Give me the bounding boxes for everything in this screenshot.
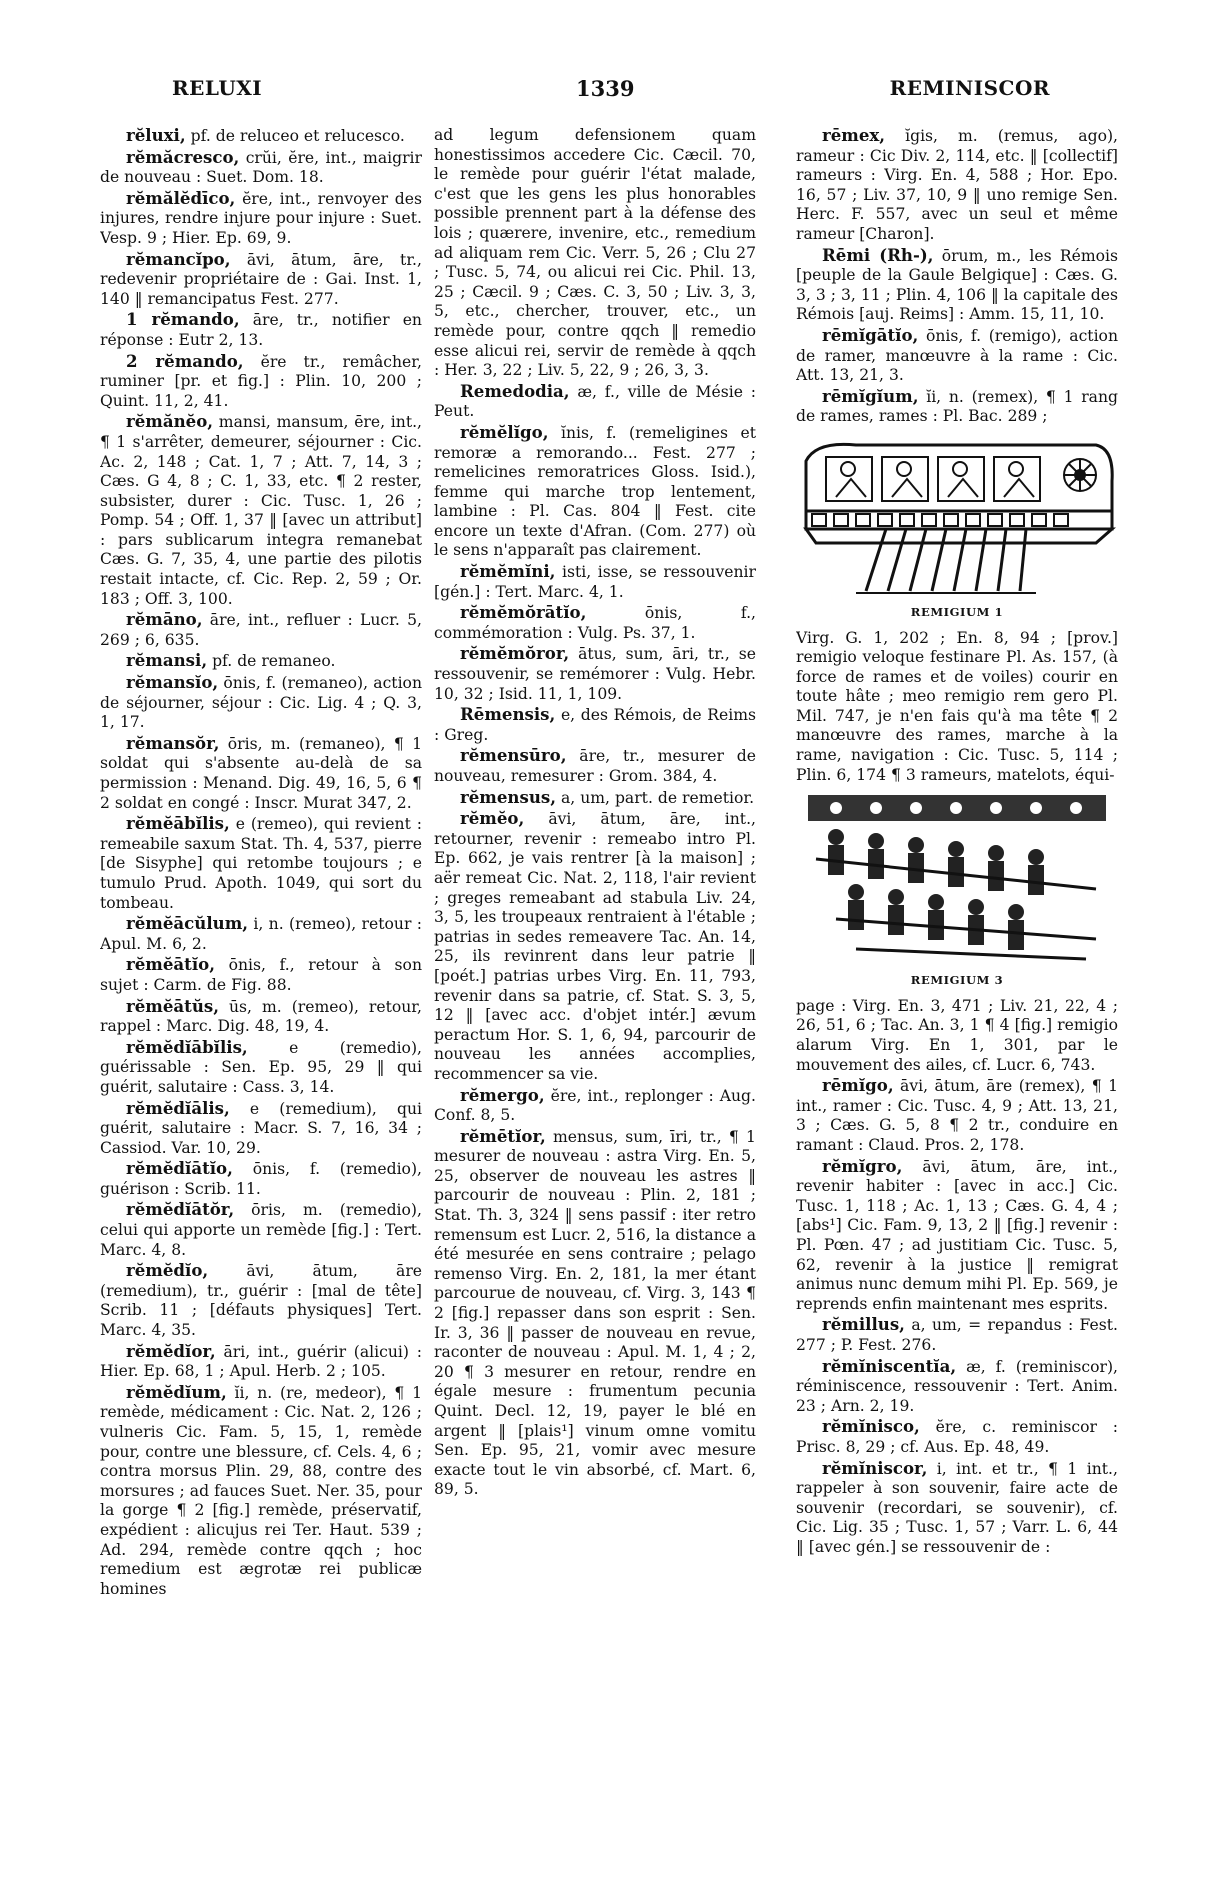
entry [796,1417,1118,1457]
entry-body: i, n. (remeo), retour : Apul. M. 6, 2. [100,915,422,953]
entry-body: ōnis, f. (remigo), action de ramer, manœuvre à la rame : Cic. Att. 13, 21, 3. [796,326,1118,385]
headword: rĕmansĭo, [126,672,219,693]
entry [434,423,756,561]
entry [434,562,756,602]
entry-body: ĭgis, m. (remus, ago), rameur : Cic Div. 2, 114, etc. ‖ [collectif] rameurs : Virg. En. 4, 588 ; Hor. Epo. 16, 57 ; Liv. 37, 10, 9 ‖ uno remige Sen. Herc. F. 557, avec un seul et même rameur [Charon]. [796,127,1118,243]
entry [100,955,422,995]
headword: rĕmĭniscor, [822,1457,928,1478]
headword: rĕmĕdĭor, [126,1340,216,1361]
entry-body: ātus, sum, āri, tr., se ressouvenir, se remémorer : Vulg. Hebr. 10, 32 ; Isid. 11, 1, 109. [434,645,756,703]
headword: rĕmĕmŏrātĭo, [460,602,587,623]
entry [100,1342,422,1382]
entry-body: āvi, ātum, āre, tr., redevenir propriétaire de : Gai. Inst. 1, 140 ‖ remancipatus Fest. 277. [100,250,422,308]
entry [796,1459,1118,1558]
figure-remigium-3 [796,789,1118,991]
headword: rēmĭgātĭo, [822,324,919,345]
entry [434,705,756,745]
headword: rĕmergo, [460,1084,545,1105]
headword: rēmex, [822,126,886,145]
entry-body: pf. de reluceo et relucesco. [190,127,405,145]
entry [100,1200,422,1260]
entry [100,126,422,147]
entry-body: mensus, sum, īri, tr., ¶ 1 mesurer de nouveau : astra Virg. En. 5, 25, observer de nouveau les astres ‖ parcourir de nouveau : Plin. 2, 181 ; Stat. Th. 3, 324 ‖ sens passif : iter retro remensum est Lucr. 2, 516, la distance a été mesurée en sens contraire ; pelago remenso Virg. En. 2, 181, la mer étant parcourue de nouveau, cf. Virg. 3, 143 ¶ 2 [fig.] repasser dans son esprit : Sen. Ir. 3, 36 ‖ passer de nouveau en revue, raconter de nouveau : Apul. M. 1, 4 ; 2, 20 ¶ 3 mesurer en retour, rendre en égale mesure : frumentum pecunia Quint. Decl. 12, 19, payer le blé en argent ‖ [plais¹] vinum omne vomitu Sen. Ep. 95, 21, vomir avec mesure exacte tout le vin absorbé, cf. Mart. 6, 89, 5. [434,1127,756,1499]
entry-body: ĭi, n. (remex), ¶ 1 rang de rames, rames : Pl. Bac. 289 ; [796,387,1118,426]
entry [100,250,422,310]
entry-body: āvi, ātum, āre, int., retourner, revenir : remeabo intro Pl. Ep. 662, je vais rentrer [à la maison] ; aër remeat Cic. Nat. 2, 118, l'air revient ; greges remeabant ad stabula Liv. 24, 3, 5, les troupeaux rentraient à l'étable ; patrias in sedes remeavere Tac. An. 14, 25, ils revinrent dans leur patrie ‖ [poét.] patrias urbes Virg. En. 11, 793, revenir dans sa patrie, cf. Stat. S. 3, 5, 12 ‖ [avec acc. d'objet intér.] ævum peractum Hor. S. 1, 6, 94, parcourir de nouveau les années accomplies, recommencer sa vie. [434,810,756,1083]
headword: rĕmĕācŭlum, [126,913,249,934]
entry [100,352,422,412]
headword: rĕmĭnisco, [822,1416,920,1437]
entry-body: Virg. G. 1, 202 ; En. 8, 94 ; [prov.] remigio veloque festinare Pl. As. 157, (à force de rames et de voiles) courir en toute hâte ; meo remigio rem gero Pl. Mil. 747, je n'en fais qu'à ma tête ¶ 2 manœuvre des rames, marche à la rame, navigation : Cic. Tusc. 5, 114 ; Plin. 6, 174 ¶ 3 rameurs, matelots, équi- [796,628,1118,784]
entry [100,148,422,188]
headword: rĕmansŏr, [126,732,220,753]
entry [796,246,1118,325]
entry [434,603,756,643]
column-3 [796,126,1118,1856]
entry-body: e, des Rémois, de Reims : Greg. [434,706,756,744]
entry [434,382,756,422]
headword: rĕmĕdĭābĭlis, [126,1036,248,1057]
headword: rĕmălĕdīco, [126,187,236,208]
running-header [170,76,1050,106]
entry [434,809,756,1084]
entry [796,387,1118,427]
headword: 2 rĕmando, [126,350,244,371]
figure-caption: REMIGIUM 3 [910,973,1004,988]
headword: rĕmancĭpo, [126,248,231,269]
entry-body: mansi, mansum, ēre, int., ¶ 1 s'arrêter, demeurer, séjourner : Cic. Ac. 2, 148 ; Cat. 1, 7 ; Att. 7, 14, 3 ; Cæs. G 4, 8 ; C. 1, 33, etc. ¶ 2 rester, subsister, durer : Cic. Tusc. 1, 26 ; Pomp. 54 ; Off. 1, 37 ‖ [avec un attribut] : pars sublicarum integra remanebat Cæs. G. 7, 35, 4, une partie des pilotis restait intacte, cf. Cic. Rep. 2, 59 ; Or. 183 ; Off. 3, 100. [100,413,422,608]
entry [100,310,422,350]
page-number: 1339 [576,76,635,101]
entry-body: ōnis, f. (remaneo), action de séjourner, séjour : Cic. Lig. 4 ; Q. 3, 1, 17. [100,674,422,732]
entry-body: āre, int., refluer : Lucr. 5, 269 ; 6, 635. [100,611,422,649]
entry [434,1127,756,1500]
headword: rĕmētĭor, [460,1125,546,1146]
entry-body: e (remedio), guérissable : Sen. Ep. 95, 29 ‖ qui guérit, salutaire : Cass. 3, 14. [100,1038,422,1096]
entry-body: ōnis, f., commémoration : Vulg. Ps. 37, 1. [434,604,756,642]
entry-body: ĕre, int., replonger : Aug. Conf. 8, 5. [434,1086,756,1125]
headword: rĕmansi, [126,650,208,671]
entry [100,734,422,813]
entry-body: æ, f. (reminiscor), réminiscence, ressouvenir : Tert. Anim. 23 ; Arn. 2, 19. [796,1357,1118,1415]
entry [796,126,1118,245]
entry-body: æ, f., ville de Mésie : Peut. [434,382,756,421]
entry-body: a, um, part. de remetior. [560,788,755,807]
entry-body: ĕre tr., remâcher, ruminer [pr. et fig.] : Plin. 10, 200 ; Quint. 11, 2, 41. [100,352,422,410]
entry-body: e (remedium), qui guérit, salutaire : Macr. S. 7, 16, 34 ; Cassiod. Var. 10, 29. [100,1099,422,1157]
entry-body: ĭi, n. (re, medeor), ¶ 1 remède, médicament : Cic. Nat. 2, 126 ; vulneris Cic. Fam. 5, 15, 1, remède pour, contre une blessure, cf. Cels. 4, 6 ; contra morsus Plin. 29, 88, contre des morsures ; ad fauces Suet. Ner. 35, pour la gorge ¶ 2 [fig.] remède, préservatif, expédient : alicujus rei Ter. Haut. 539 ; Ad. 294, remède contre qqch ; hoc remedium est ægrotæ rei publicæ homines [100,1383,422,1598]
entry-body: pf. de remaneo. [212,652,336,671]
headword: rĕmĕmŏror, [460,643,570,664]
headword: rĕmāno, [126,609,203,630]
galley-rowers-illustration [796,431,1118,601]
entry [100,610,422,650]
entry-body: ōris, m. (remaneo), ¶ 1 soldat qui s'absente au-delà de sa permission : Menand. Dig. 49, 16, 5, 6 ¶ 2 soldat en congé : Inscr. Murat 347, 2. [100,734,422,812]
headword: rĕmĕo, [460,808,525,829]
headword: Remedodia, [460,380,570,401]
headword: rĕmĕmĭni, [460,561,556,582]
headword: 1 rĕmando, [126,309,240,330]
headword: rĕmĕātŭs, [126,995,220,1016]
headword: rēmĭgĭum, [822,385,919,406]
entry [100,814,422,913]
entry [100,1383,422,1600]
rowers-relief-illustration [796,789,1118,969]
headword: rĕmillus, [822,1314,905,1335]
entry [100,1159,422,1199]
headword: rĕmĭniscentĭa, [822,1355,957,1376]
headword: Rēmensis, [460,704,556,725]
entry [796,1076,1118,1155]
entry-continuation [796,629,1118,786]
entry-body: e (remeo), qui revient : remeabile saxum Stat. Th. 4, 537, pierre [de Sisyphe] qui retombe toujours ; e tumulo Prud. Apoth. 1049, qui sort du tombeau. [100,815,422,912]
entry [796,1157,1118,1315]
entry [796,1315,1118,1355]
headword: rĕmĕdĭātŏr, [126,1199,235,1220]
entry [100,651,422,672]
entry-body: āre, tr., notifier en réponse : Eutr 2, 13. [100,311,422,349]
header-first-word: RELUXI [172,76,263,100]
headword: rĕmĕdĭālis, [126,1097,230,1118]
entry-body: āri, int., guérir (alicui) : Hier. Ep. 68, 1 ; Apul. Herb. 2 ; 105. [100,1342,422,1381]
headword: rĕluxi, [126,126,186,145]
headword: rĕmĕdĭo, [126,1260,209,1281]
entry-body: ĭnis, f. (remeligines et remoræ a remorando... Fest. 277 ; remelicines remoratrices Gloss. Isid.), femme qui marche trop lentement, lambine : Pl. Cas. 804 ‖ Fest. cite encore un texte d'Afran. (Com. 277) où le sens n'apparaît pas clairement. [434,423,756,560]
entry [100,412,422,609]
headword: rĕmĭgro, [822,1155,903,1176]
entry [100,1261,422,1340]
headword: rĕmĕdĭātĭo, [126,1158,233,1179]
figure-caption: REMIGIUM 1 [910,604,1004,619]
entry-body: ad legum defensionem quam honestissimos accedere Cic. Cæcil. 70, le remède pour guérir l'état malade, c'est que les gens les plus honorables possible prennent part à la défense des lois ; quærere, invenire, etc., remedium ad aliquam rem Cic. Verr. 5, 26 ; Clu 27 ; Tusc. 5, 74, ou alicui rei Cic. Phil. 13, 25 ; Cæcil. 9 ; Cæs. C. 3, 50 ; Liv. 3, 3, 5, etc., chercher, trouver, etc., un remède pour, contre qqch ‖ remedio esse alicui rei, servir de remède à qqch : Her. 3, 22 ; Liv. 5, 22, 9 ; 26, 3, 3. [434,126,756,380]
headword: rĕmĕlĭgo, [460,421,549,442]
entry-body: ōnis, f. (remedio), guérison : Scrib. 11. [100,1160,422,1198]
entry-continuation [434,126,756,381]
entry-body: ĕre, c. reminiscor : Prisc. 8, 29 ; cf. Aus. Ep. 48, 49. [796,1418,1118,1456]
headword: rĕmensus, [460,786,557,807]
figure-remigium-1 [796,431,1118,623]
headword: rĕmensūro, [460,745,567,766]
entry [434,788,756,809]
entry-body: ōnis, f., retour à son sujet : Carm. de Fig. 88. [100,956,422,994]
entry-body: a, um, = repandus : Fest. 277 ; P. Fest. 276. [796,1316,1118,1354]
headword: rēmĭgo, [822,1075,894,1096]
entry [434,746,756,786]
entry [100,997,422,1037]
entry [100,914,422,954]
entry [100,189,422,249]
entry [100,673,422,733]
headword: rĕmĕābĭlis, [126,813,230,834]
headword: rĕmăcresco, [126,146,240,167]
headword: Rēmi (Rh-), [822,244,934,265]
entry-body: ūs, m. (remeo), retour, rappel : Marc. Dig. 48, 19, 4. [100,997,422,1036]
entry-body: page : Virg. En. 3, 471 ; Liv. 21, 22, 4 ; 26, 51, 6 ; Tac. An. 3, 1 ¶ 4 [fig.] remigio alarum Virg. En 1, 301, par le mouvement des ailes, cf. Lucr. 6, 743. [796,996,1118,1074]
entry-body: ōris, m. (remedio), celui qui apporte un remède [fig.] : Tert. Marc. 4, 8. [100,1201,422,1259]
headword: rĕmĕātĭo, [126,954,215,975]
entry-body: āvi, ātum, āre (remex), ¶ 1 int., ramer : Cic. Tusc. 4, 9 ; Att. 13, 21, 3 ; Cæs. G. 5, 8 ¶ 2 tr., conduire en ramant : Claud. Pros. 2, 178. [796,1077,1118,1154]
entry-body: āvi, ātum, āre (remedium), tr., guérir : [mal de tête] Scrib. 11 ; [défauts physiques] Tert. Marc. 4, 35. [100,1262,422,1340]
column-1 [100,126,422,1856]
entry-body: āvi, ātum, āre, int., revenir habiter : [avec in acc.] Cic. Tusc. 1, 118 ; Ac. 1, 13 ; Cæs. G. 4, 4 ; [abs¹] Cic. Fam. 9, 13, 2 ‖ [fig.] revenir : Pl. Pœn. 47 ; ad justitiam Cic. Tusc. 5, 62, revenir à la justice ‖ remigrat animus nunc demum mihi Pl. Ep. 569, je reprends enfin maintenant mes esprits. [796,1157,1118,1313]
header-last-word: REMINISCOR [889,76,1050,100]
entry-continuation [796,997,1118,1075]
entry-body: ĕre, int., renvoyer des injures, rendre injure pour injure : Suet. Vesp. 9 ; Hier. Ep. 69, 9. [100,189,422,247]
entry-body: i, int. et tr., ¶ 1 int., rappeler à son souvenir, faire acte de souvenir (recordari, se souvenir), cf. Cic. Lig. 35 ; Tusc. 1, 57 ; Varr. L. 6, 44 ‖ [avec gén.] se ressouvenir de : [796,1459,1118,1556]
headword: rĕmănĕo, [126,411,214,432]
entry-body: crŭi, ĕre, int., maigrir de nouveau : Suet. Dom. 18. [100,148,422,187]
entry [796,326,1118,386]
entry [796,1357,1118,1417]
entry-body: āre, tr., mesurer de nouveau, remesurer : Grom. 384, 4. [434,747,756,785]
entry [100,1038,422,1098]
entry [434,1086,756,1126]
entry [434,644,756,704]
entry-body: isti, isse, se ressouvenir [gén.] : Tert. Marc. 4, 1. [434,563,756,601]
entry-body: ōrum, m., les Rémois [peuple de la Gaule Belgique] : Cæs. G. 3, 3 ; 3, 11 ; Plin. 4, 106 ‖ la capitale des Rémois [auj. Reims] : Amm. 15, 11, 10. [796,246,1118,324]
headword: rĕmĕdĭum, [126,1381,227,1402]
column-2 [434,126,756,1856]
entry [100,1099,422,1159]
